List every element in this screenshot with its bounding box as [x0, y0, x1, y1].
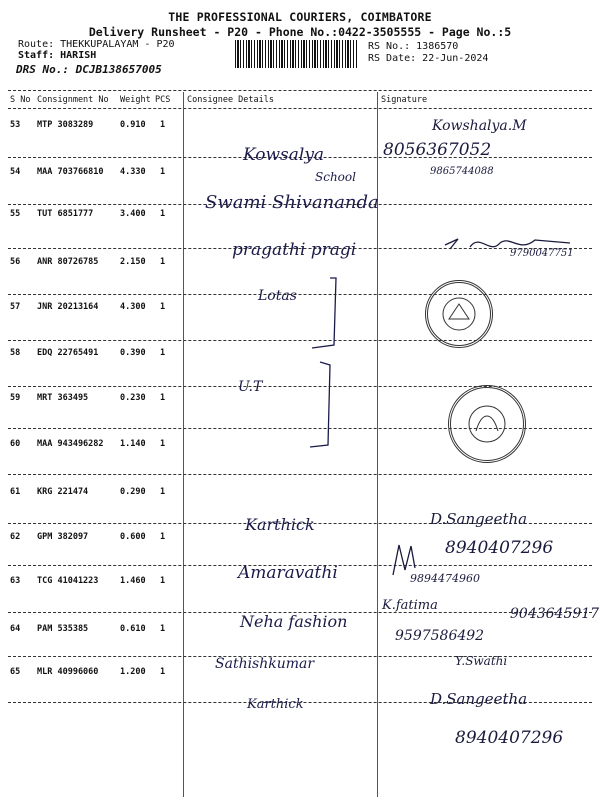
drs-number: DRS No.: DCJB138657005 — [16, 63, 162, 76]
handwritten-bracket — [300, 270, 350, 630]
row-sno: 60 — [10, 439, 21, 449]
handwritten-consignee: Lotas — [258, 288, 297, 304]
seal-emblem — [439, 294, 479, 334]
handwritten-consignee: U.T — [238, 379, 263, 395]
row-weight: 1.460 — [120, 576, 146, 586]
rs-number: RS No.: 1386570 — [368, 41, 459, 52]
row-sno: 63 — [10, 576, 21, 586]
row-pcs: 1 — [160, 624, 166, 634]
rs-date: RS Date: 22-Jun-2024 — [368, 53, 489, 64]
signature-scribble — [385, 540, 425, 580]
row-weight: 3.400 — [120, 209, 146, 219]
col-consignment: Consignment No — [37, 95, 109, 105]
handwritten-consignee: pragathi pragi — [232, 240, 357, 260]
signature-text: 8056367052 — [383, 140, 492, 160]
row-weight: 2.150 — [120, 257, 146, 267]
row-pcs: 1 — [160, 576, 166, 586]
row-pcs: 1 — [160, 532, 166, 542]
handwritten-consignee: Neha fashion — [240, 612, 348, 631]
col-weight: Weight — [120, 95, 151, 105]
row-weight: 4.330 — [120, 167, 146, 177]
row-consignment-no: MLR 40996060 — [37, 667, 99, 677]
row-sno: 54 — [10, 167, 21, 177]
stamp-seal — [425, 280, 493, 348]
company-title: THE PROFESSIONAL COURIERS, COIMBATORE — [168, 10, 432, 24]
row-pcs: 1 — [160, 167, 166, 177]
col-consignee-details: Consignee Details — [187, 95, 274, 105]
col-sno: S No — [10, 95, 31, 105]
signature-text: Y.Swathi — [455, 654, 508, 668]
row-weight: 1.200 — [120, 667, 146, 677]
header-top-rule — [8, 90, 592, 91]
row-weight: 0.600 — [120, 532, 146, 542]
signature-text: Kowshalya.M — [432, 118, 527, 134]
handwritten-consignee: School — [315, 170, 356, 184]
row-pcs: 1 — [160, 257, 166, 267]
barcode — [235, 40, 357, 68]
row-sno: 57 — [10, 302, 21, 312]
row-consignment-no: PAM 535385 — [37, 624, 89, 634]
signature-text: D.Sangeetha — [430, 510, 528, 528]
handwritten-consignee: Kowsalya — [243, 145, 325, 165]
staff-label: Staff: HARISH — [18, 50, 97, 61]
row-pcs: 1 — [160, 439, 166, 449]
signature-text: K.fatima — [382, 598, 438, 613]
row-sno: 61 — [10, 487, 21, 497]
row-consignment-no: KRG 221474 — [37, 487, 89, 497]
row-consignment-no: TCG 41041223 — [37, 576, 99, 586]
row-weight: 0.610 — [120, 624, 146, 634]
row-sno: 58 — [10, 348, 21, 358]
col-signature: Signature — [381, 95, 428, 105]
row-sno: 64 — [10, 624, 21, 634]
row-consignment-no: ANR 80726785 — [37, 257, 99, 267]
stamp-seal — [448, 385, 526, 463]
col-pcs: PCS — [155, 95, 171, 105]
row-consignment-no: GPM 382097 — [37, 532, 89, 542]
row-weight: 0.910 — [120, 120, 146, 130]
row-weight: 4.300 — [120, 302, 146, 312]
signature-text: 8940407296 — [445, 538, 554, 558]
row-consignment-no: MTP 3083289 — [37, 120, 94, 130]
row-weight: 0.290 — [120, 487, 146, 497]
row-sno: 65 — [10, 667, 21, 677]
row-pcs: 1 — [160, 209, 166, 219]
signature-text: 9597586492 — [395, 628, 485, 644]
signature-text: D.Sangeetha — [430, 690, 528, 708]
row-pcs: 1 — [160, 348, 166, 358]
row-consignment-no: MAA 703766810 — [37, 167, 104, 177]
row-consignment-no: MAA 943496282 — [37, 439, 104, 449]
seal-emblem — [464, 401, 510, 447]
row-consignment-no: MRT 363495 — [37, 393, 89, 403]
handwritten-consignee: Amaravathi — [238, 563, 338, 583]
runsheet-title: Delivery Runsheet - P20 - Phone No.:0422-3505555 - Page No.:5 — [88, 25, 512, 39]
row-weight: 0.390 — [120, 348, 146, 358]
row-pcs: 1 — [160, 302, 166, 312]
details-column-rule — [183, 92, 184, 797]
signature-text: 9043645917 — [510, 606, 600, 622]
row-sno: 56 — [10, 257, 21, 267]
row-sno: 53 — [10, 120, 21, 130]
row-sno: 55 — [10, 209, 21, 219]
signature-text: 9894474960 — [410, 572, 480, 585]
row-pcs: 1 — [160, 120, 166, 130]
route-label: Route: THEKKUPALAYAM - P20 — [18, 39, 175, 50]
signature-text: 9790047751 — [510, 248, 574, 259]
row-sno: 62 — [10, 532, 21, 542]
handwritten-consignee: Karthick — [247, 697, 304, 712]
header-bottom-rule — [8, 108, 592, 109]
handwritten-consignee: Sathishkumar — [215, 656, 315, 672]
row-consignment-no: TUT 6851777 — [37, 209, 94, 219]
row-consignment-no: EDQ 22765491 — [37, 348, 99, 358]
row-sno: 59 — [10, 393, 21, 403]
row-consignment-no: JNR 20213164 — [37, 302, 99, 312]
handwritten-consignee: Swami Shivananda — [205, 192, 379, 213]
row-weight: 0.230 — [120, 393, 146, 403]
signature-text: 9865744088 — [430, 166, 494, 177]
row-pcs: 1 — [160, 393, 166, 403]
signature-scribble — [440, 225, 590, 265]
signature-text: 8940407296 — [455, 728, 564, 748]
row-weight: 1.140 — [120, 439, 146, 449]
row-pcs: 1 — [160, 667, 166, 677]
row-pcs: 1 — [160, 487, 166, 497]
handwritten-consignee: Karthick — [245, 515, 315, 534]
